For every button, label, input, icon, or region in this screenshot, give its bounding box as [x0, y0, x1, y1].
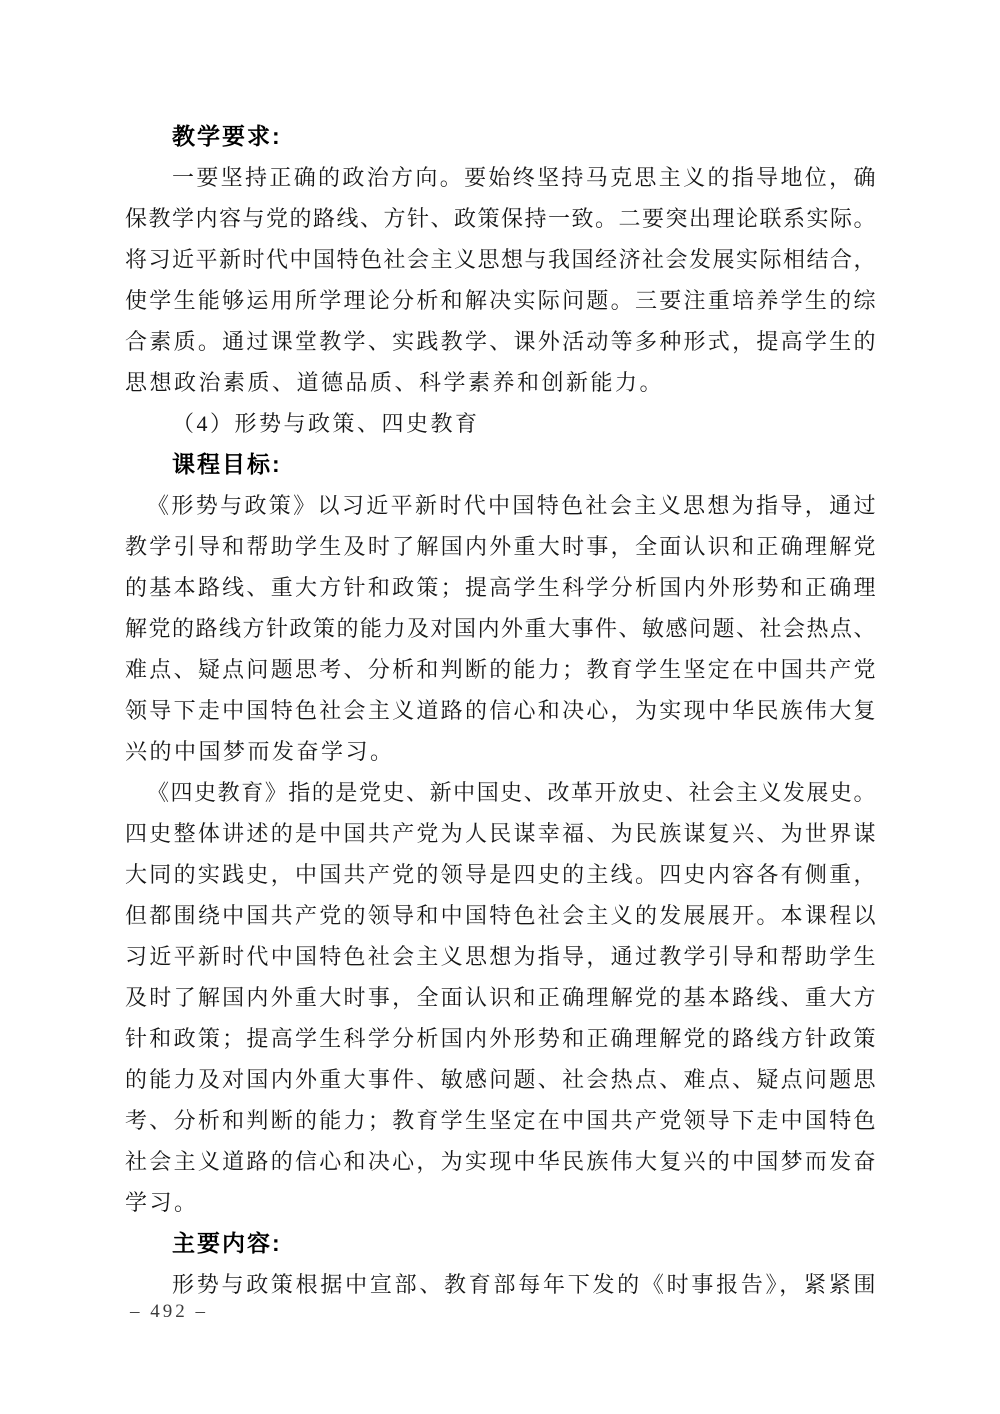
- paragraph-line: 将习近平新时代中国特色社会主义思想与我国经济社会发展实际相结合，: [125, 247, 878, 272]
- paragraph-line: 学习。: [125, 1190, 199, 1215]
- paragraph-line: 解党的路线方针政策的能力及对国内外重大事件、敏感问题、社会热点、: [125, 616, 878, 641]
- paragraph-line: 社会主义道路的信心和决心，为实现中华民族伟大复兴的中国梦而发奋: [125, 1149, 877, 1174]
- heading-teaching-requirements: 教学要求:: [172, 123, 282, 149]
- paragraph-line: 的能力及对国内外重大事件、敏感问题、社会热点、难点、疑点问题思: [125, 1067, 877, 1092]
- paragraph-line: 思想政治素质、道德品质、科学素养和创新能力。: [125, 370, 665, 395]
- paragraph-line: 教学引导和帮助学生及时了解国内外重大时事，全面认识和正确理解党: [125, 534, 877, 559]
- paragraph-line: 《四史教育》指的是党史、新中国史、改革开放史、社会主义发展史。: [147, 780, 877, 805]
- paragraph-line: 合素质。通过课堂教学、实践教学、课外活动等多种形式，提高学生的: [125, 329, 877, 354]
- paragraph-line: 及时了解国内外重大时事，全面认识和正确理解党的基本路线、重大方: [125, 985, 877, 1010]
- paragraph-line: 《形势与政策》以习近平新时代中国特色社会主义思想为指导，通过: [147, 493, 877, 518]
- paragraph-line: 大同的实践史，中国共产党的领导是四史的主线。四史内容各有侧重，: [125, 862, 877, 887]
- document-body: [125, 116, 877, 1305]
- paragraph-line: 的基本路线、重大方针和政策；提高学生科学分析国内外形势和正确理: [125, 575, 877, 600]
- heading-course-objectives: 课程目标:: [172, 451, 282, 477]
- paragraph-line: 形势与政策根据中宣部、教育部每年下发的《时事报告》，紧紧围: [172, 1272, 877, 1297]
- paragraph-line: 领导下走中国特色社会主义道路的信心和决心，为实现中华民族伟大复: [125, 698, 877, 723]
- paragraph-line: 考、分析和判断的能力；教育学生坚定在中国共产党领导下走中国特色: [125, 1108, 877, 1133]
- paragraph-line: 一要坚持正确的政治方向。要始终坚持马克思主义的指导地位，确: [172, 165, 877, 190]
- paragraph-line: 但都围绕中国共产党的领导和中国特色社会主义的发展展开。本课程以: [125, 903, 877, 928]
- paragraph-line: 兴的中国梦而发奋学习。: [125, 739, 395, 764]
- subsection-title-situation-policy-four-histories: （4）形势与政策、四史教育: [172, 411, 480, 436]
- page-number: – 492 –: [130, 1301, 208, 1322]
- paragraph-line: 使学生能够运用所学理论分析和解决实际问题。三要注重培养学生的综: [125, 288, 877, 313]
- paragraph-line: 四史整体讲述的是中国共产党为人民谋幸福、为民族谋复兴、为世界谋: [125, 821, 877, 846]
- paragraph-line: 习近平新时代中国特色社会主义思想为指导，通过教学引导和帮助学生: [125, 944, 877, 969]
- heading-main-content: 主要内容:: [172, 1230, 282, 1256]
- paragraph-line: 针和政策；提高学生科学分析国内外形势和正确理解党的路线方针政策: [125, 1026, 877, 1051]
- paragraph-line: 难点、疑点问题思考、分析和判断的能力；教育学生坚定在中国共产党: [125, 657, 877, 682]
- paragraph-line: 保教学内容与党的路线、方针、政策保持一致。二要突出理论联系实际。: [125, 206, 878, 231]
